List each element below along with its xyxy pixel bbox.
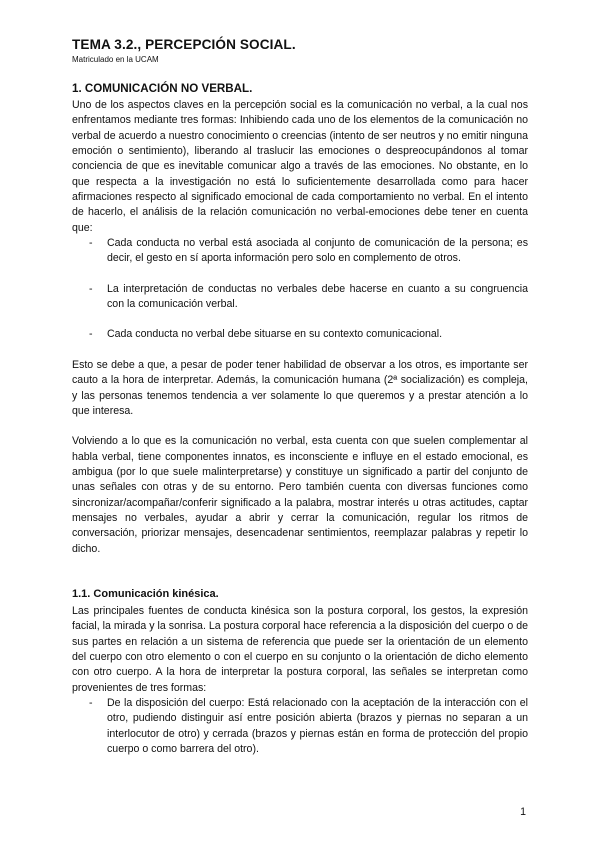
list-item-text: Cada conducta no verbal debe situarse en su contexto comunicacional.: [107, 328, 443, 341]
spacer: [72, 419, 528, 434]
dash-bullet: -: [89, 328, 93, 341]
list-item: [72, 236, 528, 267]
list-item: [72, 282, 528, 313]
list-item-text: De la disposición del cuerpo: Está relacionado con la aceptación de la interacción con el otro, pudiendo distinguir así entre posición abierta (brazos y piernas no separan a un interlocutor de otro) y cerrada (brazos y piernas están en forma de protección del propio cuerpo o como barrera del otro).: [107, 697, 528, 756]
subsection-heading-kinesica: 1.1. Comunicación kinésica.: [72, 587, 219, 600]
paragraph-intro: Uno de los aspectos claves en la percepción social es la comunicación no verbal, a la cual nos enfrentamos mediante tres formas: Inhibiendo cada uno de los elementos de la comunicación no verbal de acuerdo a nuestro conocimiento o creencias (intento de ser neutros y no emitir ninguna emoción o sentimiento), liberando al traslucir las emociones o despreocupándonos al tomar conciencia de que es inevitable comunicar algo a través de las emociones. No obstante, en lo que respecta a la investigación no está lo suficientemente desarrollada como para hacer afirmaciones respecto al significado emocional de cada comportamiento no verbal. En el intento de hacerlo, el análisis de la relación comunicación no verbal-emociones debe tener en cuenta que:: [72, 99, 528, 234]
spacer: [72, 572, 528, 587]
dash-bullet: -: [89, 697, 93, 709]
list-item: [72, 327, 528, 342]
list-item: [72, 696, 528, 757]
document-subtitle: Matriculado en la UCAM: [72, 55, 159, 64]
list-item-text: La interpretación de conductas no verbales debe hacerse en cuanto a su congruencia con la comunicación verbal.: [107, 282, 528, 311]
document-title: TEMA 3.2., PERCEPCIÓN SOCIAL.: [72, 37, 296, 52]
list-item-text: Cada conducta no verbal está asociada al conjunto de comunicación de la persona; es decir, el gesto en sí aporta información pero solo en complemento de otros.: [107, 237, 528, 265]
considerations-list: [72, 236, 528, 343]
posture-list: [72, 696, 528, 757]
paragraph-functions: Volviendo a lo que es la comunicación no verbal, esta cuenta con que suelen complementar al habla verbal, tiene componentes innatos, es inconsciente e influye en el estado emocional, es ambigua (por lo que suele malinterpretarse) y constituye un significado a partir del conjunto de unas señales con otras y de su entorno. Pero también cuenta con diversas funciones como sincronizar/acompañar/conferir significado a la palabra, mostrar interés u otras actitudes, captar mensajes no verbales, ayudar a abrir y cerrar la comunicación, regular los ritmos de conversación, priorizar mensajes, desencadenar sentimientos, reemplazar palabras y repetir lo dicho.: [72, 435, 528, 555]
paragraph-caution: Esto se debe a que, a pesar de poder tener habilidad de observar a los otros, es importante ser cauto a la hora de interpretar. Además, la comunicación humana (2ª socialización) es compleja, y las personas tenemos tendencia a ver solamente lo que queremos y a prestar atención a lo que interesa.: [72, 358, 528, 417]
spacer: [72, 557, 528, 572]
section-heading-comunicacion-no-verbal: 1. COMUNICACIÓN NO VERBAL.: [72, 82, 253, 95]
spacer: [72, 343, 528, 358]
dash-bullet: -: [89, 237, 93, 250]
document-page: [72, 36, 528, 757]
paragraph-kinesica: Las principales fuentes de conducta kinésica son la postura corporal, los gestos, la expresión facial, la mirada y la sonrisa. La postura corporal hace referencia a la disposición del cuerpo o de sus partes en relación a un sistema de referencia que puede ser la orientación de un elemento del cuerpo con otro elemento o con el cuerpo en su conjunto o la orientación de dicho elemento con otro cuerpo. A la hora de interpretar la postura corporal, las señales se interpretan como provenientes de tres formas:: [72, 604, 528, 694]
page-number: 1: [520, 806, 526, 818]
dash-bullet: -: [89, 282, 93, 295]
